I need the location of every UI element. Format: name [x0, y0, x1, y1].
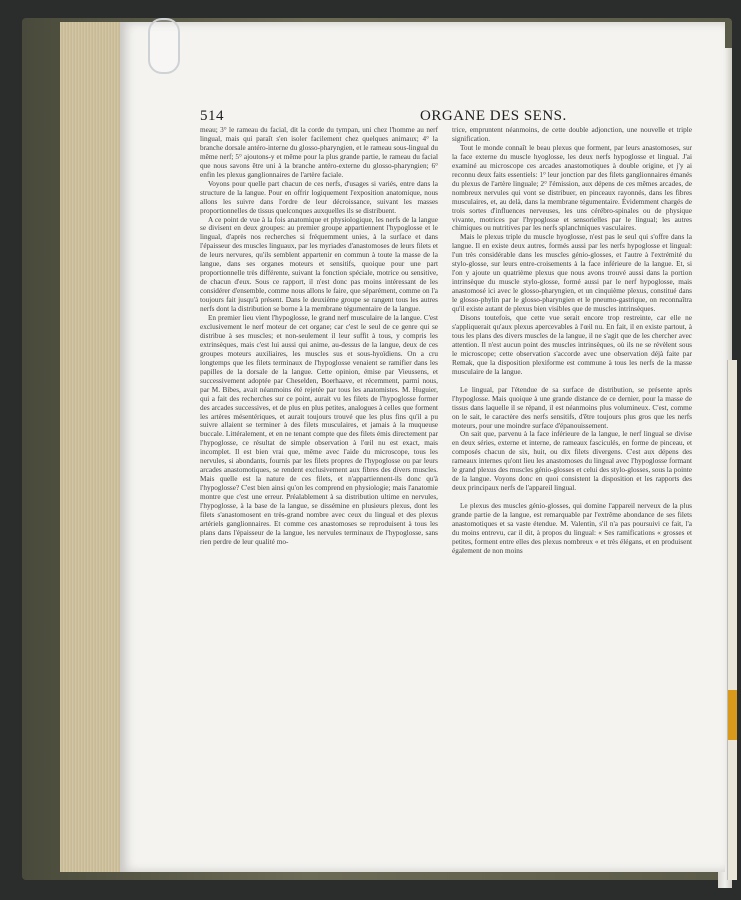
right-column [452, 126, 692, 556]
page-number: 514 [200, 108, 224, 124]
paragraph: En premier lieu vient l'hypoglosse, le grand nerf musculaire de la langue. C'est exclusivement le nerf moteur de cet organe; car c'est le seul de ce genre qui se distribue à ses muscles; et non-seulement il leur suffit à tous, y compris les extrinsèques, mais c'est lui aussi qui anime, au-dessus de la langue, deux de ces groupes moteurs auxiliaires, les muscles sus et sous-hyoïdiens. On a cru longtemps que les filets terminaux de l'hypoglosse venaient se ramifier dans les papilles de la dorsale de la langue. Cette opinion, émise par Vieussens, et successivement adoptée par Cheselden, Boerhaave, et récemment, parmi nous, par M. Bibes, avait néanmoins été rejetée par tous les anatomistes. M. Huguier, qui a fait des recherches sur ce point, aurait vu les filets de l'hypoglosse former des arcades successives, et de plus en plus petites, analogues à celles que forment les artères mésentériques, et aurait toujours trouvé que les plus fins qu'il a pu suivre allaient se terminer à des filets musculaires, et jamais à la muqueuse buccale. Littéralement, et en ne tenant compte que des filets émis directement par l'hypoglosse, ce résultat de simple observation à l'œil nu est exact, mais incomplet. Il est bien vrai que, même avec l'aide du microscope, tous les nervules, si abondants, fournis par les filets propres de l'hypoglosse ou par leurs arcades anastomotiques, se rendent exclusivement aux fibres des divers muscles. Mais quelle est la nature de ces filets, et n'appartiennent-ils donc qu'à l'hypoglosse? C'est bien ainsi qu'on les comprend en physiologie; mais l'anatomie montre que c'est une erreur. Préalablement à sa distribution ultime en nervules, l'hypoglosse, à la base de la langue, se dissémine en plusieurs plexus, dont les filets s'anastomosent en très-grand nombre avec ceux du lingual et des plexus artériels ganglionnaires. Et comme ces anastomoses se reproduisent à tous les plans dans l'épaisseur de la langue, les nervules terminaux de l'hypoglosse, sans rien perdre de leur qualité mo- [200, 314, 438, 546]
paragraph: Mais le plexus triple du muscle hyoglosse, n'est pas le seul qui s'offre dans la langue. Il en existe deux autres, formés aussi par les nerfs hypoglosse et lingual: l'un très considérable dans les muscles génio-glosses, et l'autre à l'extrémité du stylo-glosse, sur leurs entre-croisements à la face inférieure de la langue. Et, si l'on y ajoute un quatrième plexus que nous avons trouvé aussi dans la portion intrinsèque du muscle stylo-glosse, formé aussi par le nerf hypoglosse, mais anastomosé ici avec le glosso-pharyngien, et un cinquième plexus, constitué dans le glosso-phylin par le glosso-pharyngien et le pneumo-gastrique, on reconnaîtra qu'il existe autant de plexus bien visibles que de muscles intrinsèques. [452, 233, 692, 314]
paragraph: A ce point de vue à la fois anatomique et physiologique, les nerfs de la langue se divisent en deux groupes: au premier groupe appartiennent l'hypoglosse et le lingual, d'après nos recherches si fréquemment unies, à la surface et dans l'épaisseur des muscles linguaux, par les myriades d'anastomoses de leurs filets et de leurs nervures, qu'ils semblent appartenir en commun à toute la masse de la langue, dans ses organes moteurs et sensitifs, quoique pour une part proportionnelle très différente, suivant la fonction spéciale, motrice ou sensitive, de chacun d'eux. Sous ce rapport, il n'est donc pas moins intéressant de les considérer d'ensemble, comme nous allons le faire, que séparément, comme on l'a toujours fait jusqu'à présent. Dans le deuxième groupe se rangent tous les autres nerfs dont la distribution se borne à la membrane tégumentaire de la langue. [200, 215, 438, 314]
paragraph: Le plexus des muscles génio-glosses, qui domine l'appareil nerveux de la plus grande partie de la langue, est remarquable par l'extrême abondance de ses filets anastomotiques et sa vaste étendue. M. Valentin, s'il n'a pas poursuivi ce fait, l'a du moins entrevu, car il dit, à propos du lingual: « Ses ramifications « grosses et petites, forment entre elles des plexus nombreux « et très élégans, et en produisent également de non moins [452, 502, 692, 555]
paragraph: Tout le monde connaît le beau plexus que forment, par leurs anastomoses, sur la face externe du muscle hyoglosse, les deux nerfs hypoglosse et lingual. J'ai examiné au microscope ces arcades anastomotiques à double origine, et j'y ai reconnu deux faits essentiels: 1° leur jonction par des filets ganglionnaires émanés du plexus de l'artère linguale; 2° l'émission, aux dépens de ces mêmes arcades, de nombreux nervules qui vont se distribuer, en pinceaux rayonnés, dans les fibres musculaires, et, au delà, dans la membrane tégumentaire. Évidemment chargés de trois sortes d'influences nerveuses, les uns cérébro-spinales ou de physique vivante, motrices par l'hypoglosse et sensorielles par le lingual; les autres chimiques ou nutritives par les nerfs splanchniques vasculaires. [452, 143, 692, 233]
paragraph: Le lingual, par l'étendue de sa surface de distribution, se présente après l'hypoglosse. Mais quoique à une grande distance de ce dernier, pour la masse de tissus dans laquelle il se répand, il est néanmoins plus volumineux. C'est, comme on le sait, le caractère des nerfs sensitifs, d'être toujours plus gros que les nerfs moteurs, pour une moindre surface d'épanouissement. [452, 385, 692, 430]
left-column [200, 126, 438, 547]
paragraph: meau; 3° le rameau du facial, dit la corde du tympan, uni chez l'homme au nerf lingual, mais qui paraît s'en isoler facilement chez quelques animaux; 4° la branche dorsale antéro-interne du glosso-pharyngien, et le rameau sous-lingual du même nerf; 5° ajoutons-y et même pour la plus grande partie, le rameau du facial que nous savons être uni à la branche antéro-externe du glosso-pharyngien; 6° enfin les plexus ganglionnaires de l'artère faciale. [200, 126, 438, 179]
page-edges [60, 22, 120, 872]
paragraph: On sait que, parvenu à la face inférieure de la langue, le nerf lingual se divise en deux séries, externe et interne, de rameaux fasciculés, en forme de pinceau, et composés chacun de six, huit, ou dix filets divergens. C'est aux dépens des rameaux internes qu'ont lieu les anastomoses du lingual avec l'hypoglosse formant le grand plexus des muscles génio-glosses et celui des stylo-glosses, sous la pointe de la langue. Voyons donc en quoi consistent la disposition et les rapports des deux principaux nerfs de l'appareil lingual. [452, 430, 692, 493]
paragraph: trice, empruntent néanmoins, de cette double adjonction, une nouvelle et triple signification. [452, 126, 692, 143]
page-clip-icon [148, 18, 180, 74]
page-header [200, 108, 690, 126]
paragraph: Voyons pour quelle part chacun de ces nerfs, d'usages si variés, entre dans la structure de la langue. Pour en offrir logiquement l'exposition anatomique, nous allons les suivre dans l'ordre de leur décroissance, suivant les masses proportionnelles de tissus quelconques auxquelles ils se distribuent. [200, 179, 438, 215]
paragraph: Disons toutefois, que cette vue serait encore trop restreinte, car elle ne s'appliquerait qu'aux plexus apercevables à l'œil nu. En fait, il en existe partout, à tous les plans des divers muscles de la langue, il ne s'agit que de les chercher avec attention. Il n'est aucun point des muscles intrinsèques, où ils ne se révèlent sous le microscope; cette observation s'accorde avec une observation déjà faite par Remak, que la disposition plexiforme est commune à tous les nerfs de la masse musculaire de la langue. [452, 314, 692, 376]
ruler-amber-patch [728, 690, 737, 740]
running-title: ORGANE DES SENS. [420, 108, 567, 124]
color-ruler [727, 360, 737, 880]
